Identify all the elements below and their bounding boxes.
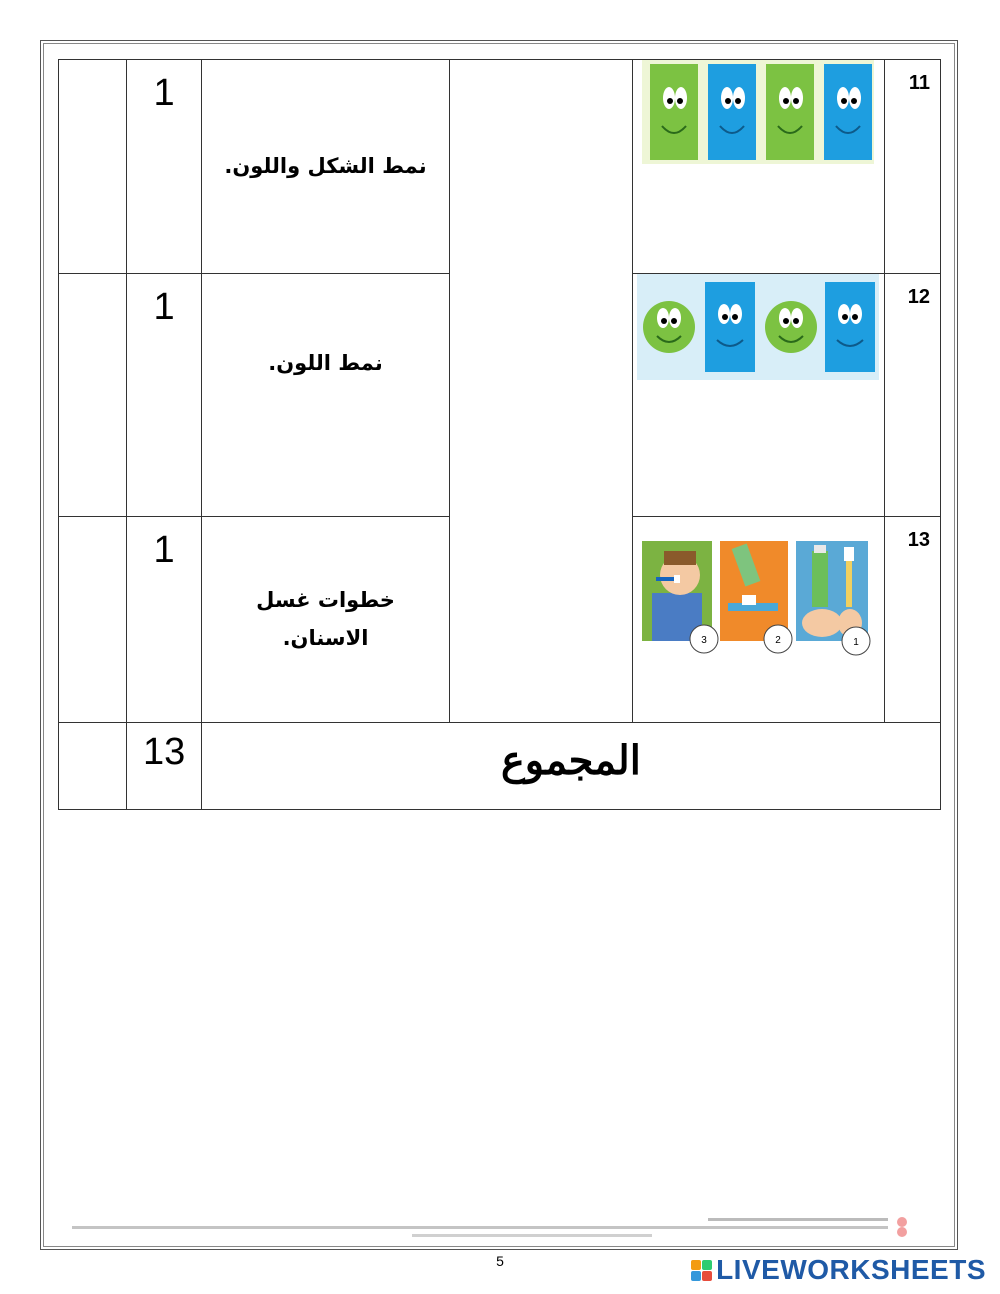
mark-cell	[127, 517, 201, 723]
total-value-cell	[127, 723, 201, 810]
blank-cell	[59, 60, 127, 274]
total-label: المجموع	[500, 737, 641, 784]
description-cell	[201, 60, 449, 274]
liveworksheets-logo	[691, 1254, 986, 1286]
smiley-face-icon	[765, 301, 817, 353]
page-number: 5	[496, 1253, 504, 1269]
mark-value: 1	[153, 529, 175, 571]
worksheet-table	[58, 59, 941, 810]
smiley-face-icon	[708, 64, 756, 160]
question-number: 13	[907, 529, 930, 551]
mark-cell	[127, 274, 201, 517]
liveworksheets-wordmark: LIVEWORKSHEETS	[716, 1254, 986, 1285]
description-cell	[201, 517, 449, 723]
image-cell	[633, 60, 884, 274]
pattern-shape-color-image	[642, 60, 874, 164]
mark-cell	[127, 60, 201, 274]
question-number: 12	[907, 286, 930, 308]
number-cell	[884, 60, 940, 274]
smiley-face-icon	[643, 301, 695, 353]
svg-text:3: 3	[701, 635, 708, 646]
smiley-face-icon	[766, 64, 814, 160]
blank-cell	[59, 723, 127, 810]
school-footer-banner	[72, 1214, 928, 1244]
total-value: 13	[142, 731, 186, 773]
liveworksheets-mark-icon	[691, 1260, 712, 1281]
image-cell	[633, 274, 884, 517]
blank-cell	[59, 517, 127, 723]
question-number: 11	[908, 72, 930, 94]
description-cell	[201, 274, 449, 517]
blank-cell	[59, 274, 127, 517]
smiley-face-icon	[825, 282, 875, 372]
number-cell	[884, 517, 940, 723]
number-cell	[884, 274, 940, 517]
description-text: نمط الشكل واللون.	[224, 153, 427, 178]
total-label-cell	[201, 723, 940, 810]
svg-text:1: 1	[853, 637, 860, 648]
pattern-color-image	[637, 274, 879, 380]
table-row	[59, 60, 941, 274]
description-line-2: الاسنان.	[282, 625, 369, 650]
svg-text:2: 2	[775, 635, 782, 646]
teeth-brushing-steps-image	[642, 541, 874, 657]
mark-value: 1	[153, 286, 175, 328]
smiley-face-icon	[650, 64, 698, 160]
smiley-face-icon	[824, 64, 872, 160]
total-row	[59, 723, 941, 810]
image-cell	[633, 517, 884, 723]
description-text: نمط اللون.	[268, 351, 383, 376]
answer-cell[interactable]	[450, 60, 633, 723]
smiley-face-icon	[705, 282, 755, 372]
description-line-1: خطوات غسل	[256, 587, 395, 612]
mark-value: 1	[153, 72, 175, 114]
